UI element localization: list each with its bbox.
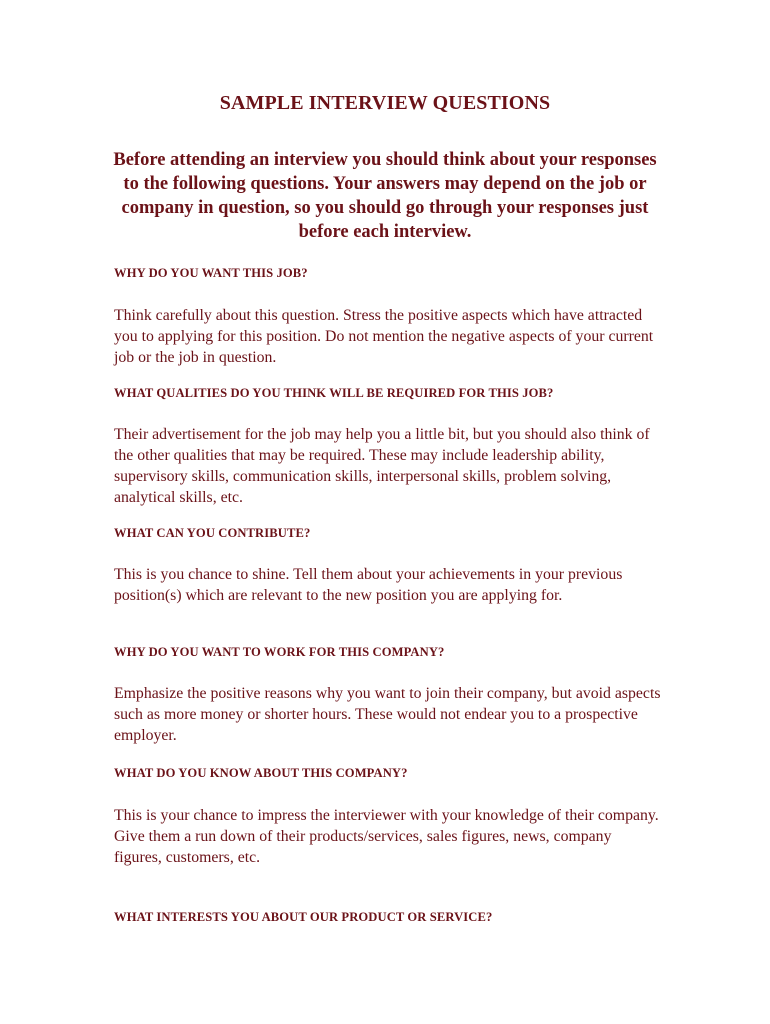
question-heading-why-company: WHY DO YOU WANT TO WORK FOR THIS COMPANY?	[114, 645, 445, 659]
question-heading-why-job: WHY DO YOU WANT THIS JOB?	[114, 266, 308, 280]
answer-paragraph-why-job: Think carefully about this question. Stress the positive aspects which have attracted you to applying for this position. Do not mention the negative aspects of your current job or the job in question.	[114, 307, 654, 366]
question-heading-contribute: WHAT CAN YOU CONTRIBUTE?	[114, 526, 311, 540]
question-heading-product-interest: WHAT INTERESTS YOU ABOUT OUR PRODUCT OR SERVICE?	[114, 910, 493, 924]
answer-paragraph-why-company: Emphasize the positive reasons why you want to join their company, but avoid aspects such as more money or shorter hours. These would not endear you to a prospective employer.	[114, 685, 661, 744]
intro-paragraph: Before attending an interview you should think about your responses to the following questions. Your answers may depend on the job or company in question, so you should go through your responses just before each interview.	[113, 150, 657, 242]
question-heading-know-company: WHAT DO YOU KNOW ABOUT THIS COMPANY?	[114, 766, 408, 780]
answer-paragraph-qualities: Their advertisement for the job may help you a little bit, but you should also think of the other qualities that may be required. These may include leadership ability, supervisory skills, communication skills, interpersonal skills, problem solving, analytical skills, etc.	[114, 426, 650, 506]
answer-paragraph-know-company: This is your chance to impress the interviewer with your knowledge of their company. Give them a run down of their products/services, sales figures, news, company figures, customers, etc.	[114, 807, 659, 866]
page-title: SAMPLE INTERVIEW QUESTIONS	[219, 92, 551, 114]
question-heading-qualities: WHAT QUALITIES DO YOU THINK WILL BE REQUIRED FOR THIS JOB?	[114, 386, 554, 400]
answer-paragraph-contribute: This is you chance to shine. Tell them about your achievements in your previous position(s) which are relevant to the new position you are applying for.	[114, 566, 623, 604]
